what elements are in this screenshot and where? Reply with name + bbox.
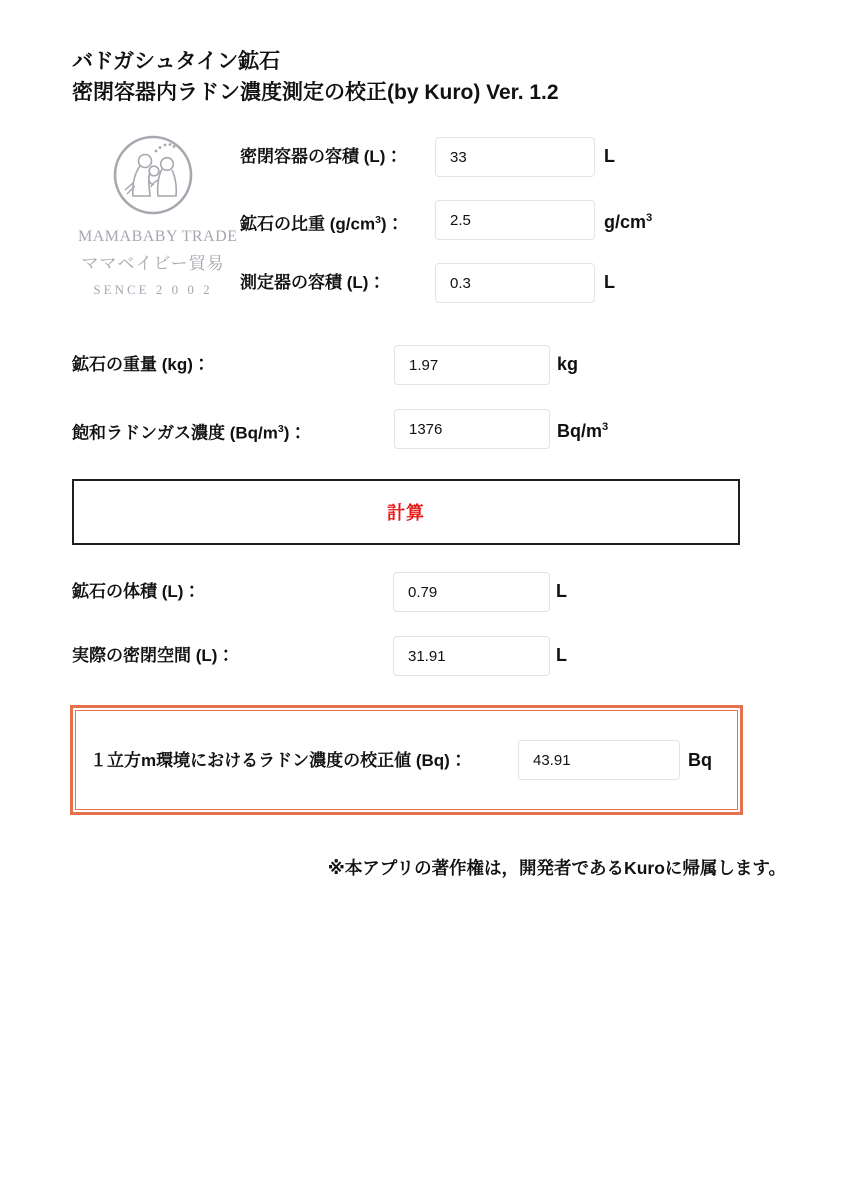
ore-density-unit: $g/cm^3$ <box>604 212 653 232</box>
container-volume-input[interactable] <box>435 137 595 177</box>
calibrated-value-output[interactable] <box>518 740 680 780</box>
calibrated-value-label: １立方m環境におけるラドン濃度の校正値 (Bq)： <box>90 751 467 770</box>
mother-and-baby-icon <box>78 134 228 216</box>
actual-space-output[interactable] <box>393 636 550 676</box>
ore-volume-unit: L <box>556 581 567 601</box>
calibrated-value-unit: Bq <box>688 750 712 770</box>
company-logo <box>78 134 238 298</box>
ore-weight-label: 鉱石の重量 (kg)： <box>72 355 210 374</box>
logo-brand-name-japanese: ママベイビー貿易 <box>81 254 225 273</box>
calculate-button-label: 計算 <box>387 503 425 523</box>
ore-density-input[interactable] <box>435 200 595 240</box>
page-title-line1: バドガシュタイン鉱石 <box>72 50 281 73</box>
detector-volume-input[interactable] <box>435 263 595 303</box>
logo-brand-name: MAMABABY TRADE <box>78 228 238 245</box>
ore-weight-unit: kg <box>557 354 579 374</box>
page-title-line2: 密閉容器内ラドン濃度測定の校正(by Kuro) Ver. 1.2 <box>72 81 559 104</box>
ore-weight-input[interactable] <box>394 345 550 385</box>
copyright-notice: ※本アプリの著作権は，開発者であるKuroに帰属します。 <box>327 858 786 878</box>
saturated-radon-input[interactable] <box>394 409 550 449</box>
page-title <box>72 46 559 108</box>
container-volume-label: 密閉容器の容積 (L)： <box>240 147 403 166</box>
actual-space-label: 実際の密閉空間 (L)： <box>72 646 235 665</box>
ore-density-label: 鉱石の比重 $(g/cm^3)$： <box>240 214 404 234</box>
container-volume-unit: L <box>604 146 615 166</box>
detector-volume-unit: L <box>604 272 615 292</box>
ore-volume-output[interactable] <box>393 572 550 612</box>
saturated-radon-unit: $Bq/m^3$ <box>557 421 609 441</box>
logo-since-text: SENCE 2 0 0 2 <box>93 282 213 297</box>
calculate-button[interactable] <box>72 479 740 545</box>
actual-space-unit: L <box>556 645 567 665</box>
saturated-radon-label: 飽和ラドンガス濃度 $(Bq/m^3)$： <box>72 423 307 443</box>
ore-volume-label: 鉱石の体積 (L)： <box>72 582 201 601</box>
detector-volume-label: 測定器の容積 (L)： <box>240 273 386 292</box>
